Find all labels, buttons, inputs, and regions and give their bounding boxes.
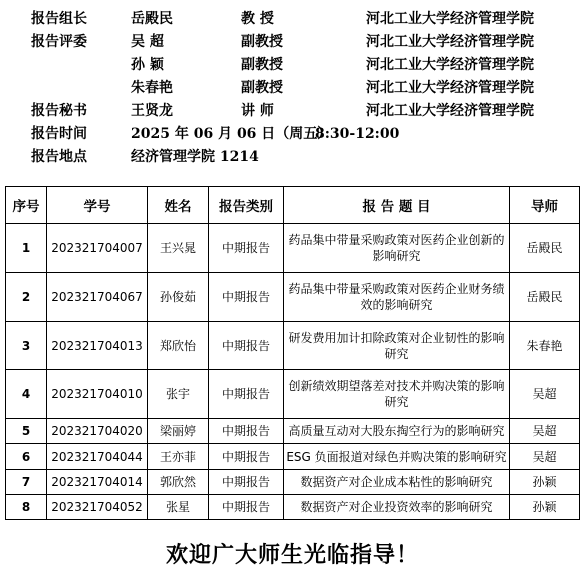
cell-title: 创新绩效期望落差对技术并购决策的影响研究 bbox=[284, 370, 510, 419]
col-header-id: 学号 bbox=[47, 187, 148, 224]
cell-advisor: 吴超 bbox=[510, 370, 580, 419]
table-row bbox=[6, 272, 580, 321]
cell-title: 药品集中带量采购政策对医药企业创新的影响研究 bbox=[284, 224, 510, 273]
cell-type: 中期报告 bbox=[209, 370, 284, 419]
secretary-name: 王贤龙 bbox=[131, 103, 173, 119]
cell-id: 202321704044 bbox=[47, 444, 148, 469]
reviewer-name: 朱春艳 bbox=[131, 80, 173, 96]
reviewer-rank: 副教授 bbox=[241, 80, 283, 96]
cell-id: 202321704014 bbox=[47, 469, 148, 494]
cell-id: 202321704013 bbox=[47, 321, 148, 370]
cell-seq: 8 bbox=[6, 494, 47, 519]
table-row bbox=[6, 224, 580, 273]
cell-id: 202321704010 bbox=[47, 370, 148, 419]
secretary-label: 报告秘书 bbox=[31, 103, 87, 119]
place-value: 经济管理学院 1214 bbox=[131, 149, 259, 165]
cell-seq: 6 bbox=[6, 444, 47, 469]
table-row bbox=[6, 419, 580, 444]
cell-title: 数据资产对企业投资效率的影响研究 bbox=[284, 494, 510, 519]
leader-name: 岳殿民 bbox=[131, 11, 173, 27]
cell-type: 中期报告 bbox=[209, 494, 284, 519]
reviewer-rank: 副教授 bbox=[241, 57, 283, 73]
reviewer-unit: 河北工业大学经济管理学院 bbox=[366, 57, 534, 73]
cell-advisor: 岳殿民 bbox=[510, 272, 580, 321]
table-row bbox=[6, 321, 580, 370]
reviewer-unit: 河北工业大学经济管理学院 bbox=[366, 34, 534, 50]
closing-message: 欢迎广大师生光临指导！ bbox=[165, 542, 419, 568]
table-row bbox=[6, 444, 580, 469]
col-header-type: 报告类别 bbox=[209, 187, 284, 224]
cell-seq: 3 bbox=[6, 321, 47, 370]
cell-name: 梁丽婷 bbox=[148, 419, 209, 444]
time-label: 报告时间 bbox=[31, 126, 87, 142]
cell-type: 中期报告 bbox=[209, 469, 284, 494]
leader-label: 报告组长 bbox=[31, 11, 87, 27]
cell-name: 张宇 bbox=[148, 370, 209, 419]
cell-name: 张星 bbox=[148, 494, 209, 519]
cell-advisor: 吴超 bbox=[510, 419, 580, 444]
cell-advisor: 岳殿民 bbox=[510, 224, 580, 273]
reviewer-rank: 副教授 bbox=[241, 34, 283, 50]
reviewer-name: 吴 超 bbox=[131, 34, 164, 50]
cell-title: 高质量互动对大股东掏空行为的影响研究 bbox=[284, 419, 510, 444]
cell-advisor: 朱春艳 bbox=[510, 321, 580, 370]
cell-advisor: 吴超 bbox=[510, 444, 580, 469]
cell-title: 药品集中带量采购政策对医药企业财务绩效的影响研究 bbox=[284, 272, 510, 321]
leader-rank: 教 授 bbox=[241, 11, 274, 27]
time-value: 2025 年 06 月 06 日（周五） bbox=[131, 126, 332, 142]
cell-title: ESG 负面报道对绿色并购决策的影响研究 bbox=[284, 444, 510, 469]
cell-type: 中期报告 bbox=[209, 272, 284, 321]
cell-name: 王亦菲 bbox=[148, 444, 209, 469]
secretary-rank: 讲 师 bbox=[241, 103, 274, 119]
cell-advisor: 孙颖 bbox=[510, 469, 580, 494]
leader-unit: 河北工业大学经济管理学院 bbox=[366, 11, 534, 27]
cell-type: 中期报告 bbox=[209, 224, 284, 273]
col-header-seq: 序号 bbox=[6, 187, 47, 224]
col-header-title: 报 告 题 目 bbox=[284, 187, 510, 224]
cell-type: 中期报告 bbox=[209, 321, 284, 370]
cell-type: 中期报告 bbox=[209, 444, 284, 469]
cell-name: 王兴晁 bbox=[148, 224, 209, 273]
schedule-table bbox=[5, 186, 580, 520]
cell-id: 202321704007 bbox=[47, 224, 148, 273]
table-header-row bbox=[6, 187, 580, 224]
cell-seq: 5 bbox=[6, 419, 47, 444]
cell-advisor: 孙颖 bbox=[510, 494, 580, 519]
cell-seq: 7 bbox=[6, 469, 47, 494]
reviewer-name: 孙 颖 bbox=[131, 57, 164, 73]
table-row bbox=[6, 469, 580, 494]
col-header-advisor: 导师 bbox=[510, 187, 580, 224]
time-range: 8:30-12:00 bbox=[315, 126, 400, 142]
cell-title: 研发费用加计扣除政策对企业韧性的影响研究 bbox=[284, 321, 510, 370]
cell-title: 数据资产对企业成本粘性的影响研究 bbox=[284, 469, 510, 494]
cell-name: 孙俊茹 bbox=[148, 272, 209, 321]
place-label: 报告地点 bbox=[31, 149, 87, 165]
cell-id: 202321704052 bbox=[47, 494, 148, 519]
reviewers-label: 报告评委 bbox=[31, 34, 87, 50]
cell-seq: 2 bbox=[6, 272, 47, 321]
col-header-name: 姓名 bbox=[148, 187, 209, 224]
reviewer-unit: 河北工业大学经济管理学院 bbox=[366, 80, 534, 96]
cell-id: 202321704020 bbox=[47, 419, 148, 444]
cell-type: 中期报告 bbox=[209, 419, 284, 444]
cell-name: 郑欣怡 bbox=[148, 321, 209, 370]
cell-name: 郭欣然 bbox=[148, 469, 209, 494]
cell-seq: 1 bbox=[6, 224, 47, 273]
table-row bbox=[6, 370, 580, 419]
table-row bbox=[6, 494, 580, 519]
secretary-unit: 河北工业大学经济管理学院 bbox=[366, 103, 534, 119]
cell-id: 202321704067 bbox=[47, 272, 148, 321]
cell-seq: 4 bbox=[6, 370, 47, 419]
